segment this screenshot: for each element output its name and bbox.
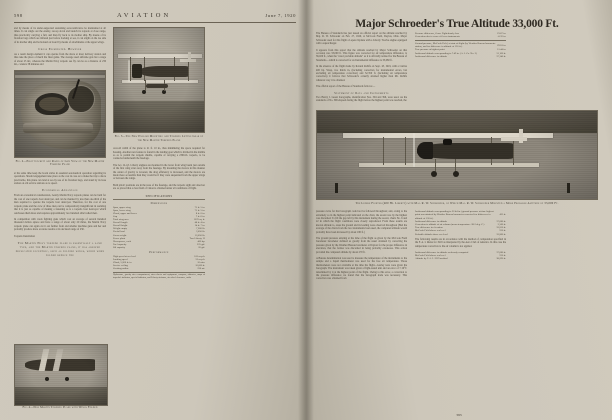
subhead: The Martin Navy torpedo plane is essentially a land type, and the Martin torpedo plane, it has arrived duplicated eccentric, such as folding wings, which when folded reduce the (15, 240, 105, 257)
performance-table (113, 255, 205, 270)
vertical-fin (519, 129, 523, 143)
wing-strut (383, 137, 384, 165)
table-row (415, 233, 506, 236)
spec-table-title: SPECIFICATIONS (145, 193, 173, 198)
spec-value: 105 m.p.h. (194, 254, 205, 258)
row-value: 3,560 ft. (497, 222, 506, 226)
row-value: 33,810 ft. (496, 226, 506, 230)
issue-date: June 7, 1920 (265, 13, 296, 18)
left-page-number: 598 (14, 13, 23, 18)
row-value: 38,090 ft. (496, 257, 506, 261)
figure-3-caption: Fig. 3—The New English Mounting and Torpedo Lifting Gear of the New Martin Torpedo Plane (114, 134, 204, 142)
paragraph: The official report of the Bureau of Standards follows:— (316, 85, 376, 89)
left-running-head (14, 12, 296, 19)
paragraph: Both pilots' positions are in the nose of the fuselage, and the torpedo sight and observer are so placed that a clear field of vision is obtained under all conditions of flight. (113, 183, 205, 191)
figure-note: Hydrovane, gravity steer compartment, stern sheets and equipment, compass, altimeter, maps of torpedo's indicator, special indicator, and Liberty airframe, air wheel clearance, radio (113, 273, 205, 279)
spec-label: Cruising radius (113, 267, 129, 271)
torpedo (146, 84, 168, 88)
paragraph: A Bureau determination was used to measure the temperature of the instruments to the sample and a liquid thermometer was used for the free air temperature. These thermometers were not available at the time the flight—Gurley tests were given the barograph. The instrument was taken given a flight-tested unit and an error of ± 20°C determined by it at the highest point of the flight. Owing to this error, a correction to the pressure difference we found that the barograph trade was necessary. This correction was obtained from (316, 256, 407, 281)
spec-value: 230 mi. (197, 267, 205, 271)
spec-value: 10,650 lb. (194, 233, 205, 237)
figure-4-photo (14, 344, 108, 406)
person-silhouette (567, 183, 570, 193)
spec-label: Fuel capacity (113, 242, 127, 246)
row-label: McCook Field above sea level (415, 229, 446, 233)
spec-label: Gross weight (113, 233, 127, 237)
spec-label: High speed at sea level (113, 254, 137, 258)
table-row (113, 246, 205, 249)
spec-label: Span, upper wing (113, 205, 131, 209)
wing-strut (405, 137, 406, 165)
row-value: 11.44 in. (497, 48, 506, 52)
paragraph: and by means of its under-supported sustaining aerocontrivance be maintained at all times. It can single out the enemy, swoop down and launch its torpedo at close range, thus practically carrying a full, and then fly back to its mother ship. By means of its flotation bags which are inflated just before backing at sea, it can alight on the lee side of its mother ship and be hoisted on board by means of attachments at the upper wings. (14, 27, 106, 44)
lower-wing (122, 80, 198, 83)
right-lower-column-1 (316, 210, 407, 284)
paragraph: The ground pressure existing at the time of the flight as given by the McCook Field barometer barometer deflated as greatly from the usual obtained by correcting the pressure given by the Weather Bureau barometer at Dayton for the proper difference in elevation, that the former was discarded in being probably erroneous. This action provided the computed altitude by about 270 ft. (316, 236, 407, 254)
row-label: Ground pressure, McCook Field, at start of flight (by Weather Bureau barometer station, and for difference in altitude of 130 ft.) (415, 41, 496, 49)
row-label: Correction to altitude of air column (mean temperature -38.2 deg. C.) (415, 222, 485, 226)
paragraph: The two 12-cyl. Liberty engines are mounted in the lower front wing beam just outside of the first wing strut away from the fuselage. By mounting the motors in this manner the center of gravity is lowered, the drag efficiency is increased, and the motors are made more accessible than they would be if they were suspended from the upper wings or between the wings. (113, 163, 205, 181)
paragraph: In the absence of the flight made by Roland Rohlfs on Sept. 18, 1919, with a Curtiss 400 hp. Wasp, two thirds in, (including correction for instrumental errors, but excluding air temperature correction) and 32,350 ft. (including air temperature correction) it follows that Schroeder's actually attained higher than Mr. Rohlfs whatever way it is obtained. (316, 65, 407, 82)
paragraph: pressure curve for that barograph could not be followed throughout; and, owing to the extremely so in the highest point indicated on the chart, the ascent was by the highest was discarded. To fill the gap left by this instrument during the ascent, charts No. 6 and 22 in which the flight conditions were closely reproduced. From these results are known altitude to, areas the ground and its leading were observed throughout (Had the average of the charts from the two instruments been used, the computed altitude would probably have been increased by about 180 ft.) (316, 210, 407, 234)
table-rule (415, 40, 506, 41)
row-label: Isothermal altitude corresponding to 22.44 in. (ground pressure at time highest point was attained by Weather Bureau barometer corrected for difference in altitude of 130 ft.) (415, 210, 494, 220)
paragraph: at the same time keep the boom sticks in essential aeronautical operation regarding its operations. Should engagement take place as the cost in case as to make the trip to shore practicable, this plane can land at sea by use of its flotation bags, and stand by its base station on old service stations as to speed. (14, 171, 106, 186)
spec-value: 3,650 lb. (196, 230, 205, 234)
photo-ground (15, 387, 107, 405)
row-label: Correction due to error of Green instruments (415, 35, 460, 39)
spec-rule-bottom (113, 272, 205, 273)
cockpit (443, 139, 452, 145)
spec-value: 7 ft. 6 in. (195, 214, 205, 218)
paragraph: The following results are in accordance with the method of computation specified in the F. A. I. Rules for 1919 as interpreted by the Aero Club of America. In this case the temperature correction to the air column is not applied. (415, 237, 506, 248)
fuselage (140, 66, 188, 77)
lepere-biplane (343, 127, 553, 189)
spec-label: Overall height (113, 224, 128, 228)
lower-wing (359, 163, 539, 167)
propeller-blur (413, 133, 415, 167)
spec-label: Gap (113, 214, 118, 218)
row-label: True pressure at highest point (415, 48, 445, 52)
row-label: Altitude by F. A. I. 1919 method (415, 257, 448, 261)
left-head-rule (14, 22, 296, 23)
wing-strut (513, 137, 514, 165)
spec-value: 8 ft. 0 in. (195, 211, 205, 215)
propeller-blur (128, 60, 130, 82)
row-label: McCook Field above sea level (415, 254, 446, 258)
table-row (415, 210, 506, 220)
table-row (113, 267, 205, 270)
spec-label: Oil capacity (113, 245, 126, 249)
row-label: Isothermal altitude corresponding to 7.49 in. (A. J. Co. No. 3) (415, 51, 477, 55)
person-silhouette (335, 183, 338, 193)
row-value: 910 ft. (499, 229, 506, 233)
right-column-2 (415, 32, 506, 106)
spec-label: Climb, 5,000 ft. in (113, 261, 132, 265)
specifications-table (113, 206, 205, 249)
spec-label: Useful load (113, 230, 125, 234)
right-page (306, 0, 612, 420)
paragraph: Two Henry J. Green barographs, identification Nos. 394 and 396, were used. As the standards of No. 396 elapsed during the flight before the highest point was reached, the (316, 95, 407, 103)
spec-value: 46 ft. 4 in. (194, 221, 205, 225)
paragraph: Torpedo Installation (14, 234, 35, 238)
spec-value: 225 gal. (196, 242, 205, 246)
paragraph: It appears from this report that the altitude reached by Major Schroeder on that occasion was 33,000 ft. This figure was corrected for air temperature difference, is 36,020 ft., when the "exact probable altitude" as it is officially termed for the Bureau of Standards—which is corrected for an Instrumental difference is 33,080 ft. (316, 48, 407, 62)
table-row (415, 257, 506, 260)
wing-strut (130, 57, 131, 81)
row-label: Pressure difference, Gaus. Fight-hourly loss (415, 32, 459, 35)
altitude-summary-table-1 (415, 32, 506, 38)
landing-wheel (65, 377, 69, 381)
landing-wheel (45, 377, 49, 381)
spec-label: Span, lower wing (113, 208, 131, 212)
journal-title: AVIATION (116, 12, 172, 19)
landing-wheel (431, 171, 437, 177)
spec-value: Two Liberty 12 (189, 236, 205, 240)
altitude-summary-table-4 (415, 251, 506, 261)
row-label: Isothermal difference in altitude (415, 219, 448, 223)
spec-value: 71 ft. 5 in. (194, 208, 205, 212)
row-label: Probable altitude above sea level (415, 232, 448, 236)
altitude-summary-table-2 (415, 42, 506, 58)
horizontal-stabilizer (501, 137, 527, 141)
spec-label: Overall length (113, 221, 128, 225)
subhead: Cross Eliminated. However (38, 47, 82, 52)
spec-value: 14 ft. 7 in. (194, 224, 205, 228)
row-label: Isothermal difference in altitude as already computed (415, 250, 469, 254)
paragraph: As a result design element it can operate from the shore at most delivery station and thus take the place of much the finer game. The average used airframe gets but a range of about 25 mi.; whereas the Martin Navy torpedo sea fly can be as a distance of 230 mi., consists 38 minutes and (14, 53, 106, 67)
paragraph: over-all width of the plane to 21 ft. 10 in., thus minimizing the space required for housing. Another new feature is found in the landing gear which is divided in the middle so as to permit the torpedo shuttle, capable of carrying a 2300-lb. torpedo, to be connected underneath the fuselage. (113, 147, 205, 161)
article-headline: Major Schroeder's True Altitude 33,000 Ft. (355, 18, 559, 30)
lower-fairing (23, 123, 93, 133)
spec-label: Total wing area (113, 218, 129, 222)
row-value: 23.67 in. (497, 32, 506, 35)
paragraph: In competition with crack fighting guns which cost an average of several hundred thousand dollars apiece and have a range of about only 20 miles, the Martin Navy torpedo plane can again cut it out further from and smaller machine guns and her and probably produce more accurate results at its declared range of 230. (14, 217, 106, 232)
spec-value: 400 hp. (197, 239, 205, 243)
row-value: 29.18 in. (497, 43, 506, 47)
page-number: 593 (456, 413, 462, 417)
spec-value: 1070 sq. ft. (193, 218, 205, 222)
table-row (415, 55, 506, 58)
spec-value: 10,600 ft. (195, 264, 205, 268)
spec-value: 71 ft. 5 in. (194, 205, 205, 209)
row-value: 37,680 ft. (496, 219, 506, 223)
row-value: -0.32 in. (497, 35, 506, 39)
row-value: 33,860 ft. (496, 232, 506, 236)
figure-4-caption: Fig. 4—New Martin Torpedo Plane with Wings Folded (22, 405, 98, 410)
row-label: True difference in elevation (415, 226, 443, 230)
altitude-summary-table-3 (415, 210, 506, 236)
right-columns-lower (316, 210, 598, 284)
spec-rule (113, 199, 205, 200)
lepere-fighter-photo (316, 110, 598, 200)
left-column-2 (113, 27, 205, 419)
landing-wheel (453, 171, 459, 177)
spec-label: Horsepower, each (113, 239, 131, 243)
spec-label: Service ceiling (113, 264, 128, 268)
spec-label: Power plant (113, 236, 126, 240)
figure-1-photo (113, 27, 205, 133)
spec-value: 7,000 lb. (196, 227, 205, 231)
row-label: Isothermal difference in altitude (415, 54, 448, 58)
subhead: Economical Advantage (42, 188, 78, 193)
row-value: 425 ft. (499, 213, 506, 217)
spec-value: 20 gal. (198, 245, 205, 249)
spec-value: 10 min. (197, 261, 205, 265)
row-value: 37,340 ft. (496, 54, 506, 58)
spec-label: Landing speed (113, 258, 128, 262)
table-row (415, 35, 506, 38)
spec-value: 52 m.p.h. (195, 258, 205, 262)
gun-ring (67, 85, 95, 113)
vertical-fin (188, 52, 191, 62)
spec-label: Chord, upper and lower (113, 211, 137, 215)
cockpit-interior (39, 97, 65, 111)
row-value: 910 ft. (499, 254, 506, 258)
spec-section-label: Dimensions (150, 201, 168, 205)
paragraph: The Bureau of Standards has just issued an official report on the altitude reached by Maj. R. W. Schroeder on Feb. 27, 1920, at McCook Field, Dayton, Ohio. Major Schroeder used for this flight a Lepere biplane with a Liberty Twelve engine equipped with a supercharger. (316, 32, 407, 46)
right-column-1 (316, 32, 407, 106)
engine-cowling (417, 142, 433, 159)
torpedo-plane-illustration (118, 46, 202, 108)
row-value: 31,100 ft. (496, 51, 506, 55)
row-value: 37,680 ft. (496, 250, 506, 254)
right-lower-column-2 (415, 210, 506, 284)
upper-wing-edge (15, 75, 106, 78)
photo-caption: The Lepere Fighter (400 Hp. Liberty) with Maj. R. W. Schroeder, of Which Maj. R. W. Schroeder Mounted a More Probable Altitude of 33,000 Ft. (355, 200, 559, 205)
spec-label: Weight empty (113, 227, 128, 231)
paragraph: From an economical consideration, twenty Martin Navy torpedo planes can be built for the cost of one torpedo boat destroyer, and can be manned by less than one-third of the men required to operate the torpedo boat destroyer. Therefore, for the cost of one torpedo plane and the crew of three men can be comparatively insignificant in realizing that it is just as capable of making a fastening as is a torpedo boat destroyer which outclasses them more and requires approximately two hundred able bodied men. (14, 194, 106, 215)
figure-2-photo (14, 70, 106, 158)
engine-nacelle (132, 64, 142, 78)
section-label: Statement of Data and Instruments (334, 91, 389, 95)
right-columns (316, 32, 598, 106)
spec-section-label-performance: Performance (149, 250, 169, 254)
figure-2-caption: Fig. 2—Pilot Cockpit and Radio of Gun View of the New Martin Torpedo Plane (15, 158, 105, 167)
